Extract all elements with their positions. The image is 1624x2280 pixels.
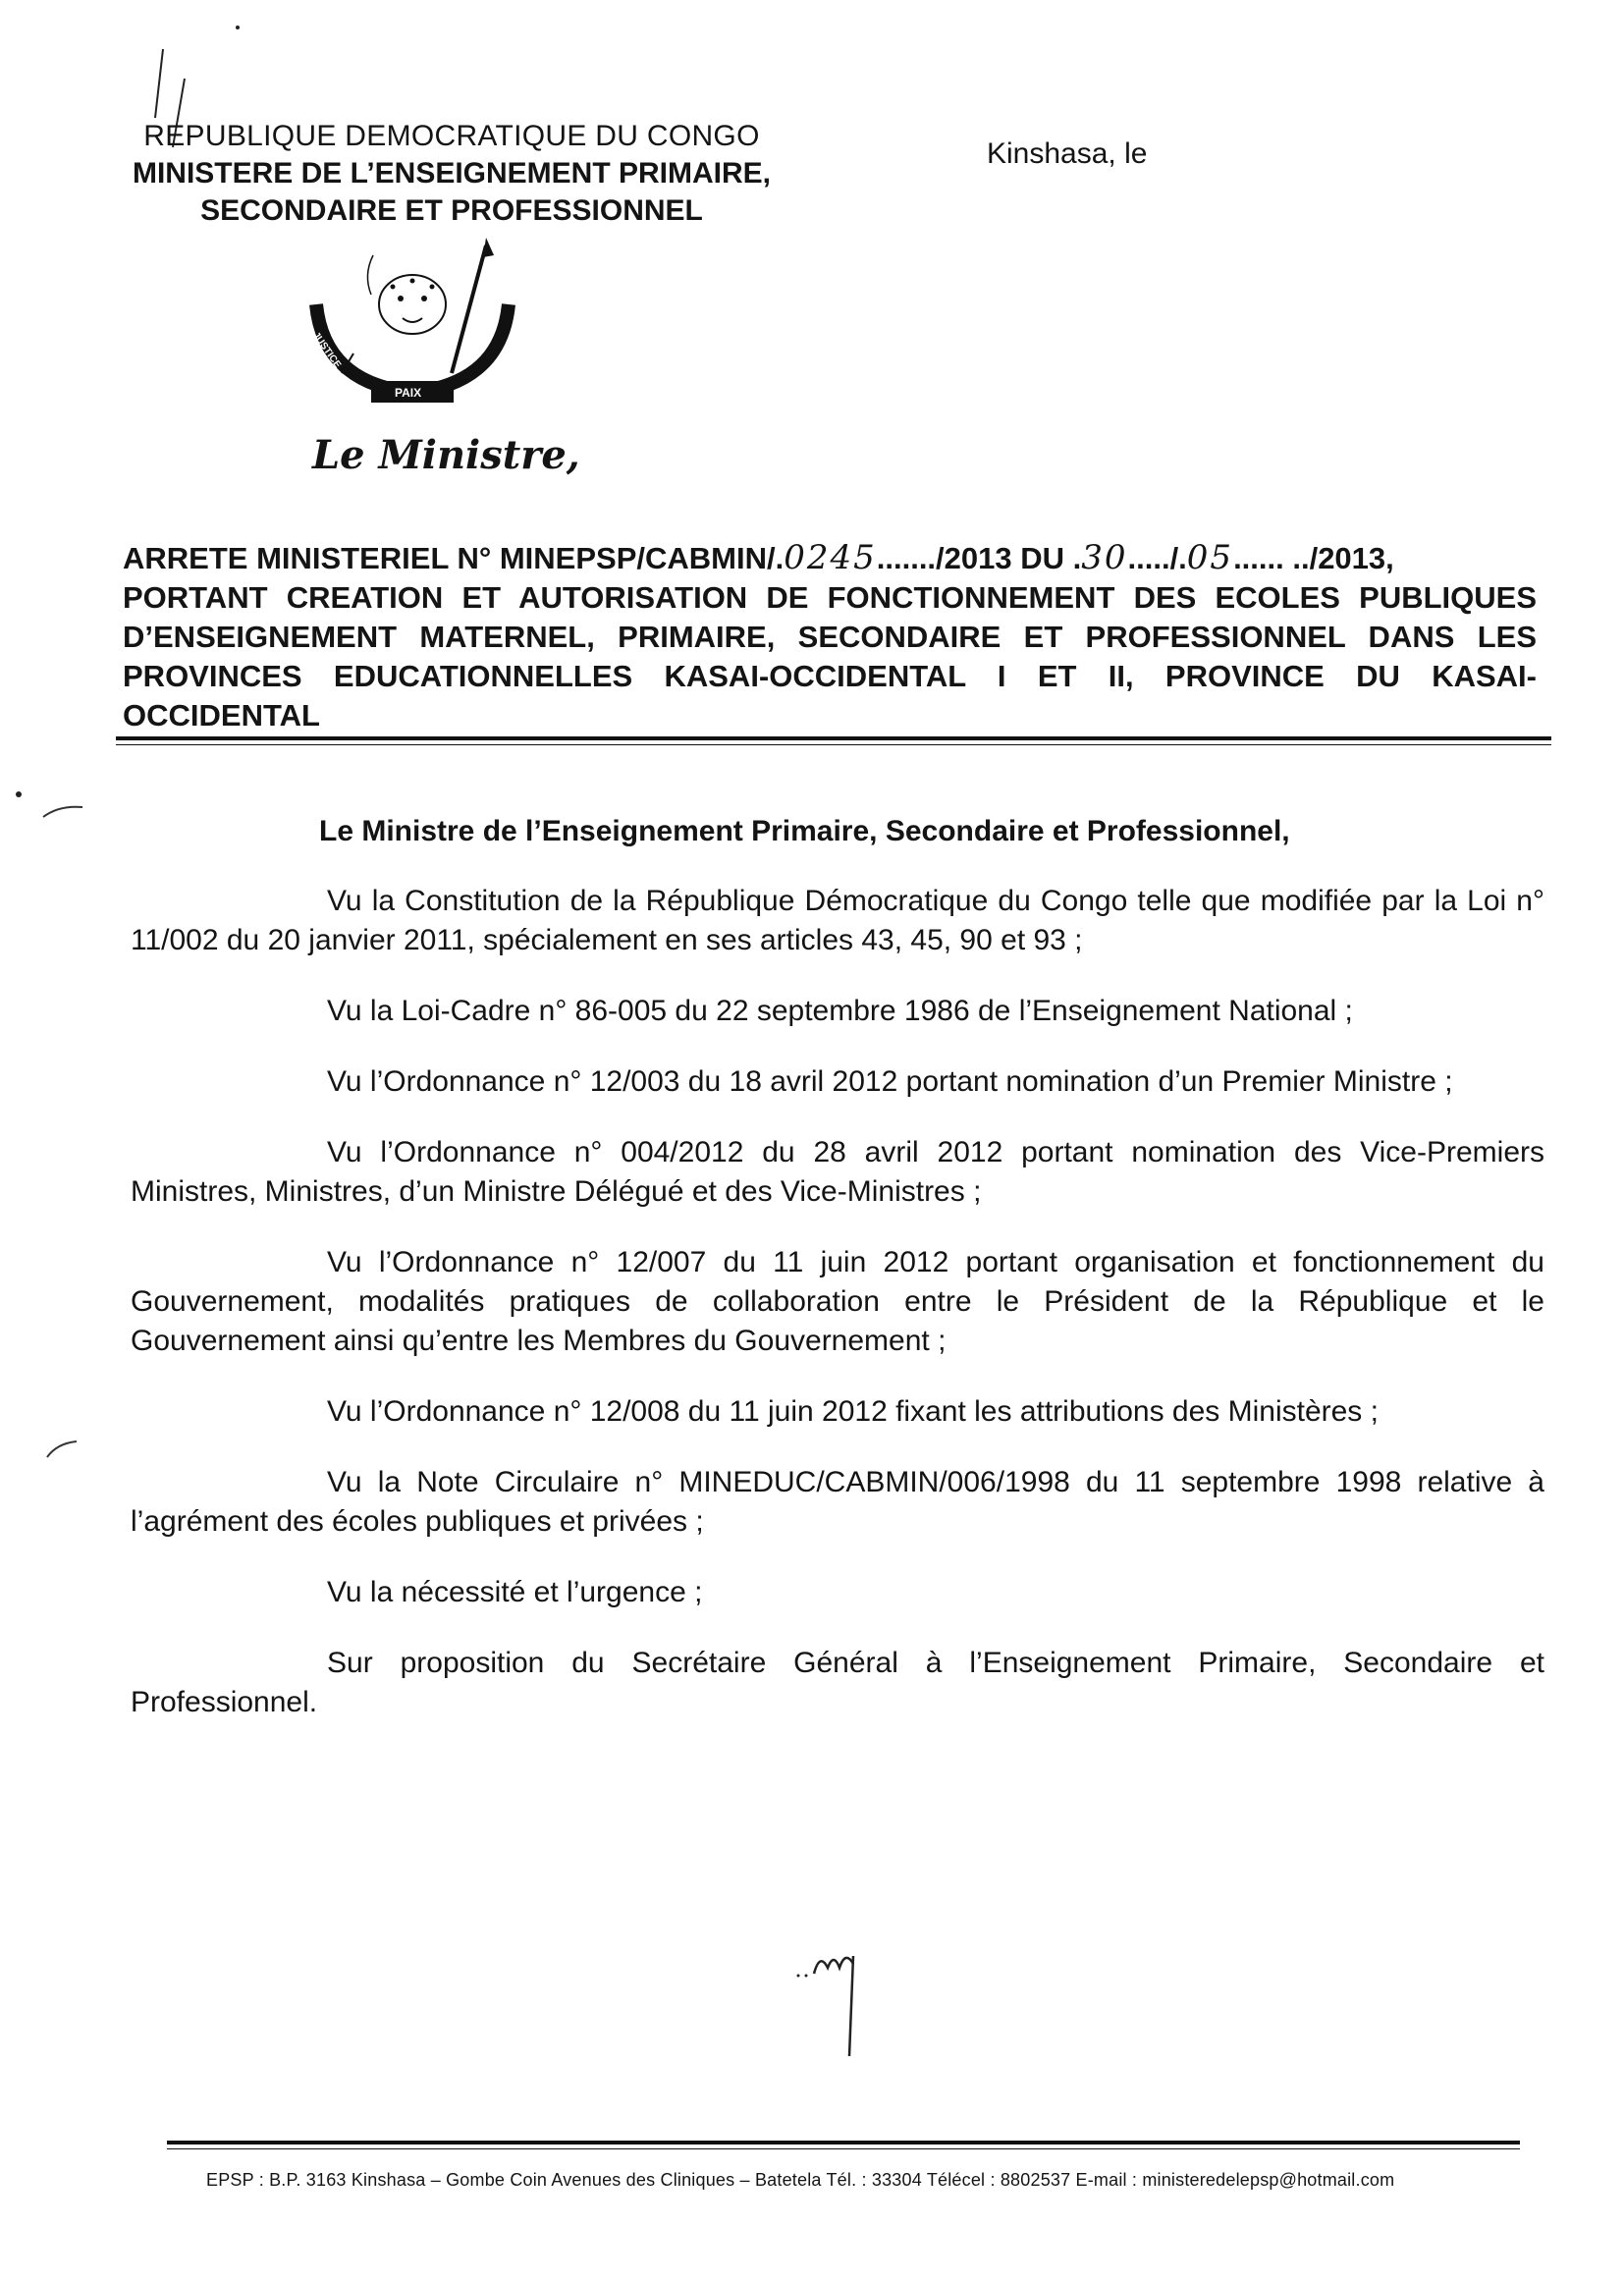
- decree-sep: ...../.: [1127, 541, 1187, 575]
- decree-month-handwritten: 05: [1186, 538, 1234, 577]
- considerations: [131, 882, 1544, 1754]
- consideration-paragraph: Vu l’Ordonnance n° 004/2012 du 28 avril 2012 portant nomination des Vice-Premiers Ministres, Ministres, d’un Ministre Délégué et des Vice-Ministres ;: [131, 1136, 1544, 1208]
- consideration-paragraph: Vu l’Ordonnance n° 12/007 du 11 juin 2012 portant organisation et fonctionnement du Gouvernement, modalités pratiques de collaboration entre le Président de la République et le Gouvernement ainsi qu’entre les Membres du Gouvernement ;: [131, 1246, 1544, 1357]
- ministry-name-line2: SECONDAIRE ET PROFESSIONNEL: [200, 194, 703, 227]
- ministry-name-line1: MINISTERE DE L’ENSEIGNEMENT PRIMAIRE,: [132, 157, 772, 190]
- decree-prefix: ARRETE MINISTERIEL N° MINEPSP/CABMIN/.: [123, 541, 785, 575]
- handwritten-initials: [790, 1934, 898, 2062]
- city-date: Kinshasa, le: [987, 137, 1148, 170]
- scan-speck: [16, 791, 22, 797]
- divider-thin: [116, 744, 1551, 745]
- decree-title: PORTANT CREATION ET AUTORISATION DE FONCTIONNEMENT DES ECOLES PUBLIQUES D’ENSEIGNEMENT MATERNEL, PRIMAIRE, SECONDAIRE ET PROFESSIONNEL DANS LES PROVINCES EDUCATIONNELLES KASAI-OCCIDENTAL I ET II, PROVINCE DU KASAI-OCCIDENTAL: [123, 580, 1537, 733]
- consideration-paragraph: Vu l’Ordonnance n° 12/003 du 18 avril 2012 portant nomination d’un Premier Ministre ;: [327, 1065, 1453, 1098]
- consideration-paragraph: Vu la Note Circulaire n° MINEDUC/CABMIN/006/1998 du 11 septembre 1998 relative à l’agrément des écoles publiques et privées ;: [131, 1466, 1544, 1538]
- decree-middle: ......./2013 DU .: [876, 541, 1082, 575]
- scan-speck: [236, 26, 240, 29]
- decree-day-handwritten: 30: [1081, 538, 1128, 577]
- consideration-paragraph: Vu la nécessité et l’urgence ;: [327, 1576, 703, 1608]
- margin-mark: [43, 1434, 82, 1463]
- decree-heading: [123, 538, 1537, 735]
- margin-mark: [39, 795, 88, 825]
- emblem-motto-center: PAIX: [395, 386, 422, 400]
- decree-suffix: ...... ../2013,: [1233, 541, 1394, 575]
- emblem-motto-left: JUSTICE: [309, 330, 344, 371]
- letterhead: [108, 118, 795, 230]
- signatory-title: Le Ministre,: [312, 432, 580, 478]
- country-name: REPUBLIQUE DEMOCRATIQUE DU CONGO: [143, 120, 760, 152]
- consideration-paragraph: Vu l’Ordonnance n° 12/008 du 11 juin 2012 fixant les attributions des Ministères ;: [327, 1395, 1379, 1428]
- preamble-intro: Le Ministre de l’Enseignement Primaire, Secondaire et Professionnel,: [319, 815, 1290, 847]
- decree-reference: [123, 538, 1537, 578]
- divider-thick: [116, 736, 1551, 740]
- footer-divider-thin: [167, 2148, 1520, 2149]
- emblem-motto-right: TRAVAIL: [459, 303, 492, 345]
- consideration-paragraph: Vu la Constitution de la République Démocratique du Congo telle que modifiée par la Loi n° 11/002 du 20 janvier 2011, spécialement en ses articles 43, 45, 90 et 93 ;: [131, 885, 1544, 956]
- decree-number-handwritten: 0245: [784, 538, 877, 577]
- footer-divider-thick: [167, 2141, 1520, 2144]
- coat-of-arms-emblem: [295, 236, 530, 422]
- consideration-paragraph: Vu la Loi-Cadre n° 86-005 du 22 septembre 1986 de l’Enseignement National ;: [327, 995, 1353, 1027]
- consideration-paragraph: Sur proposition du Secrétaire Général à l’Enseignement Primaire, Secondaire et Professionnel.: [131, 1647, 1544, 1718]
- footer-contact: EPSP : B.P. 3163 Kinshasa – Gombe Coin Avenues des Cliniques – Batetela Tél. : 33304 Télécel : 8802537 E-mail : ministeredelepsp@hotmail.com: [206, 2170, 1395, 2190]
